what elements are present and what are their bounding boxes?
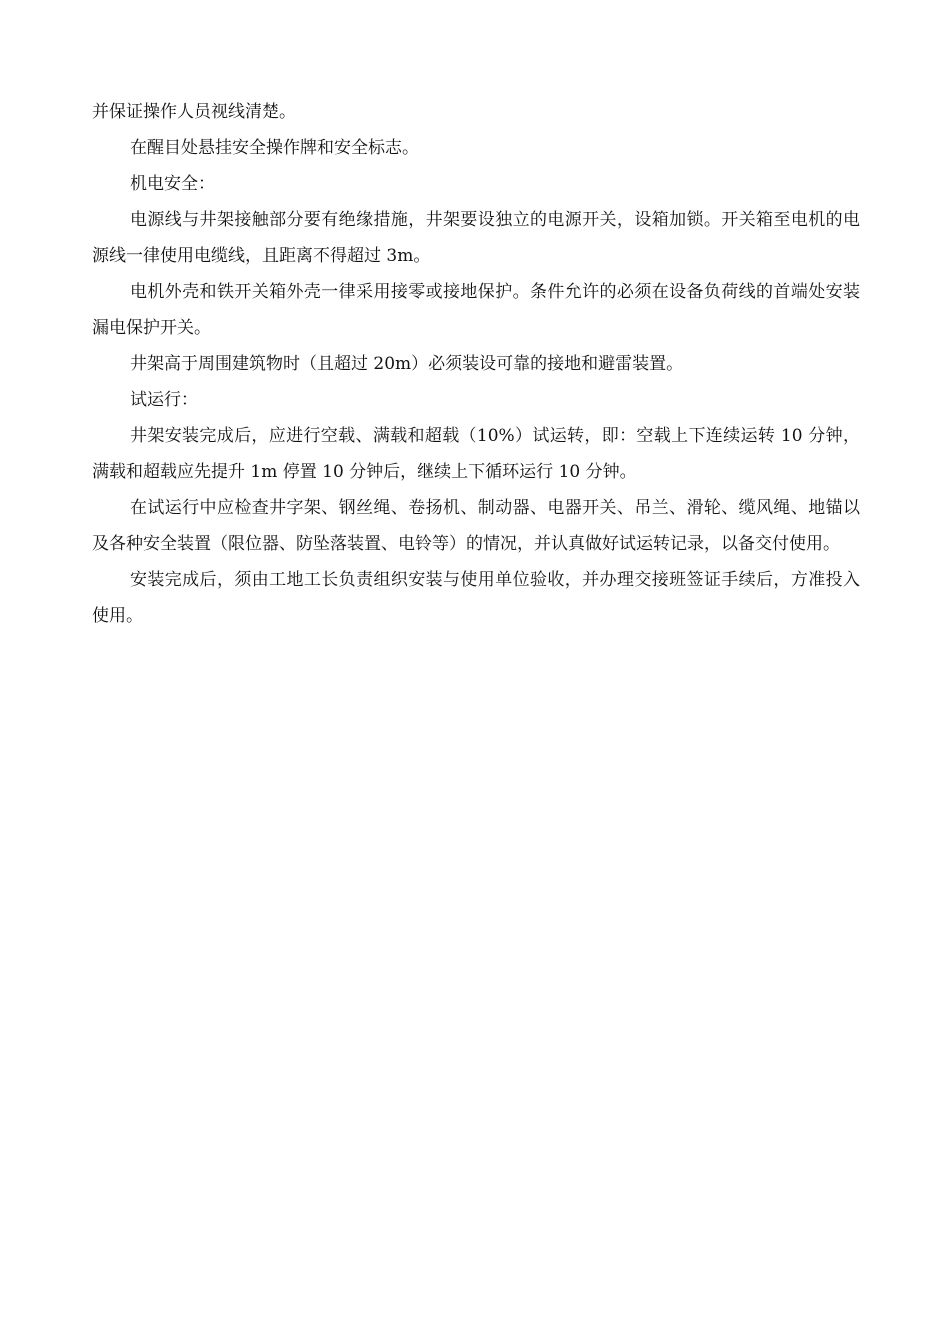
paragraph-power-line: 电源线与井架接触部分要有绝缘措施，井架要设独立的电源开关，设箱加锁。开关箱至电机的电源线一律使用电缆线，且距离不得超过 3m。 (92, 210, 860, 266)
paragraph-load-test: 井架安装完成后，应进行空载、满载和超载（10%）试运转，即：空载上下连续运转 10 分钟，满载和超载应先提升 1m 停置 10 分钟后，继续上下循环运行 10 分钟。 (92, 426, 860, 482)
paragraph-safety-signs: 在醒目处悬挂安全操作牌和安全标志。 (130, 138, 419, 158)
paragraph-acceptance: 安装完成后，须由工地工长负责组织安装与使用单位验收，并办理交接班签证手续后，方准投入使用。 (92, 570, 860, 626)
document-body (92, 94, 860, 634)
heading-trial-run: 试运行： (130, 390, 198, 410)
paragraph-continuation: 并保证操作人员视线清楚。 (92, 102, 296, 122)
paragraph-inspection: 在试运行中应检查井字架、钢丝绳、卷扬机、制动器、电器开关、吊兰、滑轮、缆风绳、地锚以及各种安全装置（限位器、防坠落装置、电铃等）的情况，并认真做好试运转记录，以备交付使用。 (92, 498, 860, 554)
paragraph-lightning-protection: 井架高于周围建筑物时（且超过 20m）必须装设可靠的接地和避雷装置。 (130, 354, 684, 374)
heading-electrical-safety: 机电安全： (130, 174, 215, 194)
paragraph-grounding: 电机外壳和铁开关箱外壳一律采用接零或接地保护。条件允许的必须在设备负荷线的首端处安装漏电保护开关。 (92, 282, 860, 338)
